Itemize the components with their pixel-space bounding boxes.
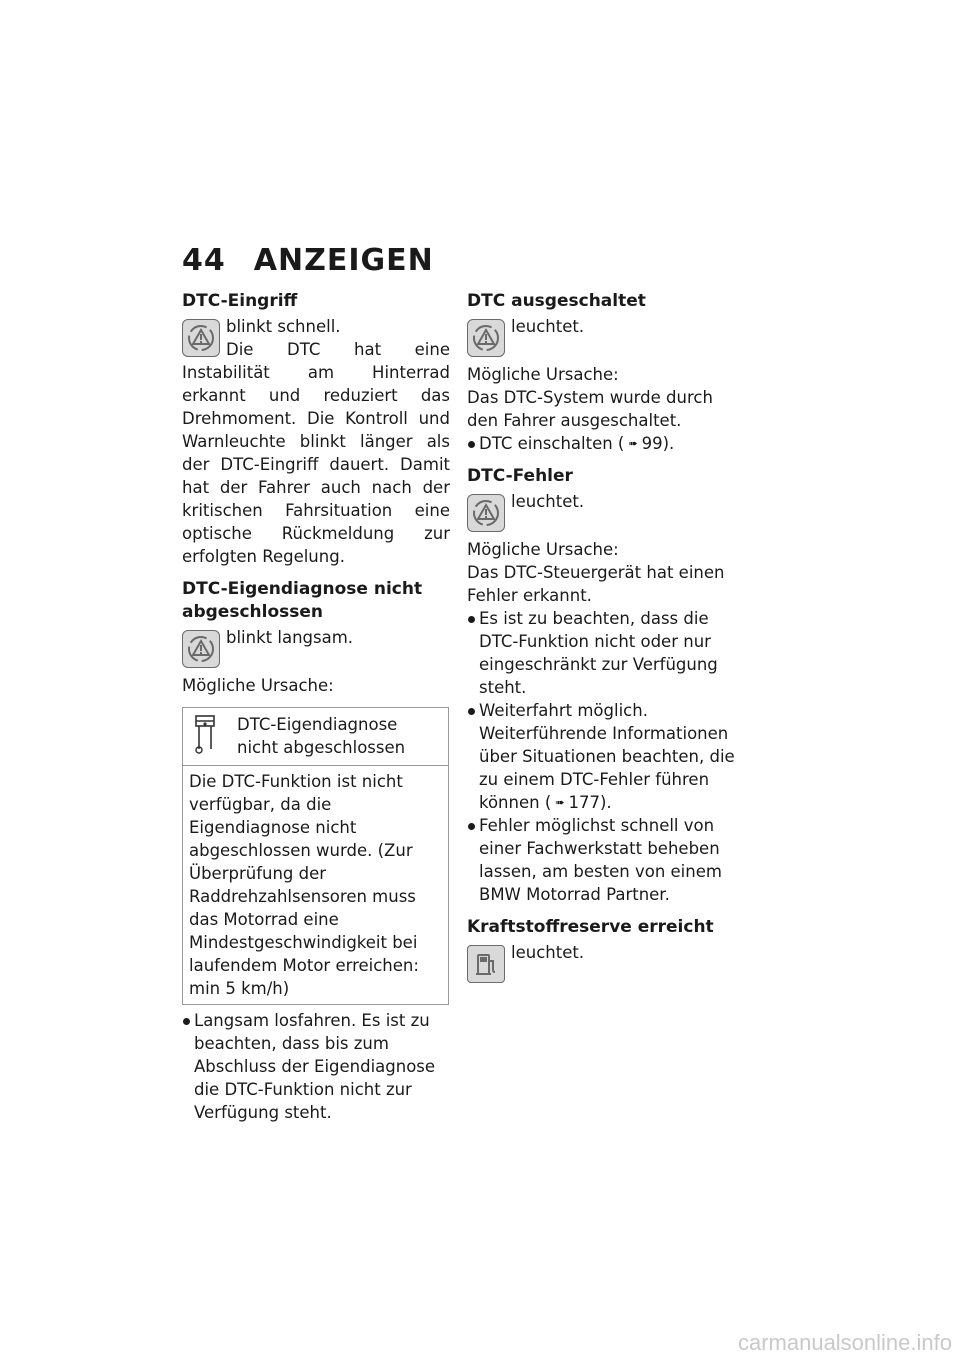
box-text: Die DTC-Funktion ist nicht verfügbar, da die Eigendiagnose nicht abgeschlossen wurde. (Zur Überprüfung der Raddrehzahlsensoren muss das Motorrad eine Mindestgeschwindigkeit bei laufendem Motor erreichen: min 5 km/h)	[189, 772, 419, 998]
cause-label: Mögliche Ursache:	[182, 676, 334, 695]
section-dtc-eigendiagnose	[182, 578, 450, 1124]
page-reference[interactable]: 99).	[641, 434, 675, 453]
heading-kraftstoffreserve: Kraftstoffreserve erreicht	[467, 917, 714, 937]
fuel-pump-icon	[467, 945, 505, 983]
page-number: 44	[182, 243, 226, 278]
heading-dtc-eigendiagnose: DTC-Eigendiagnose nicht abgeschlossen	[182, 579, 423, 622]
reference-arrow-icon: ➠	[628, 437, 638, 450]
watermark: carmanualsonline.info	[737, 1330, 952, 1355]
bullet-list	[182, 1009, 450, 1124]
status-dtc-ausgeschaltet: leuchtet.	[511, 317, 585, 336]
section-dtc-ausgeschaltet	[467, 290, 737, 455]
section-kraftstoffreserve	[467, 916, 737, 983]
section-dtc-eingriff	[182, 290, 450, 568]
cause-text: Das DTC-System wurde durch den Fahrer ausgeschaltet.	[467, 388, 713, 430]
heading-dtc-eingriff: DTC-Eingriff	[182, 291, 298, 311]
cause-label: Mögliche Ursache:	[467, 540, 619, 559]
section-dtc-fehler	[467, 465, 737, 906]
list-item	[467, 699, 737, 814]
reference-arrow-icon: ➠	[555, 796, 565, 809]
right-column	[467, 290, 737, 993]
bullet-list	[467, 607, 737, 906]
left-column	[182, 290, 450, 1134]
dtc-warning-icon	[182, 630, 220, 668]
list-item	[467, 432, 737, 455]
page-reference[interactable]: 177).	[568, 793, 612, 812]
bullet-text: Weiterfahrt möglich. Weiterführende Informationen über Situationen beachten, die zu einem DTC-Fehler führen können (	[479, 701, 735, 812]
bullet-text: DTC einschalten (	[479, 434, 625, 453]
status-kraftstoffreserve: leuchtet.	[511, 943, 585, 962]
dtc-warning-icon	[467, 494, 505, 532]
list-item: Fehler möglichst schnell von einer Fachwerkstatt beheben lassen, am besten von einem BMW Motorrad Partner.	[467, 814, 737, 906]
heading-dtc-ausgeschaltet: DTC ausgeschaltet	[467, 291, 646, 311]
status-dtc-eigendiagnose: blinkt langsam.	[226, 628, 354, 647]
status-dtc-eingriff: blinkt schnell.	[226, 317, 341, 336]
bullet-list	[467, 432, 737, 455]
diagnosis-icon	[191, 713, 221, 755]
info-box	[182, 707, 449, 1005]
page-title	[182, 243, 434, 278]
dtc-warning-icon	[467, 319, 505, 357]
list-item: Langsam losfahren. Es ist zu beachten, dass bis zum Abschluss der Eigendiagnose die DTC-Funktion nicht zur Verfügung steht.	[182, 1009, 450, 1124]
text-dtc-eingriff: Die DTC hat eine Instabilität am Hinterrad erkannt und reduziert das Drehmoment. Die Kontroll und Warnleuchte blinkt länger als der DTC-Eingriff dauert. Damit hat der Fahrer auch nach der kritischen Fahrsituation eine optische Rückmeldung zur erfolgten Regelung.	[182, 340, 450, 566]
cause-label: Mögliche Ursache:	[467, 365, 619, 384]
box-title: DTC-Eigendiagnose nicht abgeschlossen	[237, 715, 406, 757]
status-dtc-fehler: leuchtet.	[511, 492, 585, 511]
dtc-warning-icon	[182, 319, 220, 357]
cause-text: Das DTC-Steuergerät hat einen Fehler erkannt.	[467, 563, 725, 605]
section-title: ANZEIGEN	[253, 243, 434, 278]
heading-dtc-fehler: DTC-Fehler	[467, 466, 573, 486]
list-item: Es ist zu beachten, dass die DTC-Funktion nicht oder nur eingeschränkt zur Verfügung steht.	[467, 607, 737, 699]
